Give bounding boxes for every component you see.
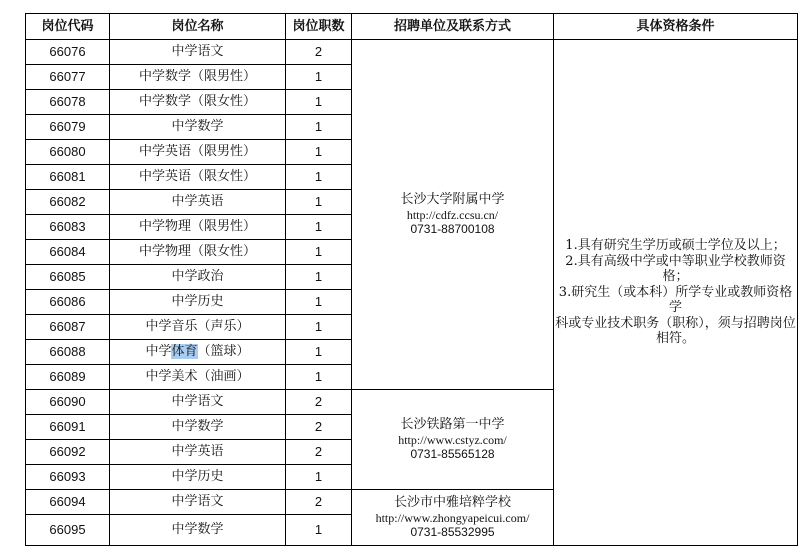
- name-part: 中学: [145, 344, 172, 360]
- cell-code: 66079: [26, 115, 110, 140]
- header-name: 岗位名称: [110, 14, 286, 40]
- cell-code: 66078: [26, 90, 110, 115]
- header-requirements: 具体资格条件: [554, 14, 798, 40]
- cell-count: 1: [286, 190, 352, 215]
- requirements-cell: [554, 40, 798, 546]
- unit-name: 长沙大学附属中学: [400, 192, 505, 208]
- cell-name: 中学数学: [110, 515, 286, 546]
- cell-count: 2: [286, 415, 352, 440]
- unit-cell-cstyz: [352, 390, 554, 490]
- cell-count: 1: [286, 290, 352, 315]
- job-table: [25, 13, 798, 546]
- cell-count: 1: [286, 115, 352, 140]
- cell-code: 66090: [26, 390, 110, 415]
- cell-count: 2: [286, 440, 352, 465]
- cell-count: 1: [286, 215, 352, 240]
- cell-name: 中学物理（限男性）: [110, 215, 286, 240]
- cell-count: 1: [286, 65, 352, 90]
- cell-name: 中学物理（限女性）: [110, 240, 286, 265]
- cell-code: 66095: [26, 515, 110, 546]
- cell-name: 中学历史: [110, 290, 286, 315]
- cell-name: 中学美术（油画）: [110, 365, 286, 390]
- cell-code: 66094: [26, 490, 110, 515]
- cell-name: 中学数学: [110, 415, 286, 440]
- unit-phone: 0731-88700108: [410, 222, 495, 237]
- requirement-line: 2.具有高级中学或中等职业学校教师资格；: [565, 253, 786, 285]
- cell-count: 1: [286, 315, 352, 340]
- name-part: （篮球）: [197, 344, 250, 360]
- cell-code: 66093: [26, 465, 110, 490]
- requirement-line: 1.具有研究生学历或硕士学位及以上；: [565, 237, 786, 253]
- cell-count: 2: [286, 490, 352, 515]
- cell-count: 1: [286, 165, 352, 190]
- cell-code: 66083: [26, 215, 110, 240]
- selected-text-highlight[interactable]: 体育: [171, 344, 198, 360]
- cell-count: 1: [286, 140, 352, 165]
- cell-code: 66082: [26, 190, 110, 215]
- cell-code: 66080: [26, 140, 110, 165]
- cell-name: 中学语文: [110, 490, 286, 515]
- cell-code: 66091: [26, 415, 110, 440]
- cell-code: 66081: [26, 165, 110, 190]
- cell-code: 66076: [26, 40, 110, 65]
- cell-count: 1: [286, 240, 352, 265]
- cell-code: 66084: [26, 240, 110, 265]
- cell-name: 中学数学（限女性）: [110, 90, 286, 115]
- cell-count: 1: [286, 365, 352, 390]
- cell-name: 中学英语: [110, 190, 286, 215]
- unit-name: 长沙铁路第一中学: [400, 417, 505, 433]
- unit-name: 长沙市中雅培粹学校: [393, 495, 511, 511]
- cell-count: 1: [286, 340, 352, 365]
- unit-cell-zhongyapeicui: [352, 490, 554, 546]
- cell-code: 66085: [26, 265, 110, 290]
- cell-count: 1: [286, 90, 352, 115]
- cell-name: [110, 340, 286, 365]
- cell-name: 中学语文: [110, 390, 286, 415]
- cell-name: 中学政治: [110, 265, 286, 290]
- cell-name: 中学英语（限女性）: [110, 165, 286, 190]
- cell-name: 中学数学: [110, 115, 286, 140]
- header-count: 岗位职数: [286, 14, 352, 40]
- unit-url: http://www.cstyz.com/: [398, 432, 507, 447]
- cell-name: 中学数学（限男性）: [110, 65, 286, 90]
- requirement-line: 科或专业技术职务（职称），须与招聘岗位: [555, 315, 796, 331]
- requirement-line: 相符。: [655, 331, 695, 347]
- unit-cell-cdfz: [352, 40, 554, 390]
- cell-code: 66086: [26, 290, 110, 315]
- cell-count: 2: [286, 40, 352, 65]
- cell-code: 66092: [26, 440, 110, 465]
- table-header-row: [26, 14, 798, 40]
- cell-name: 中学语文: [110, 40, 286, 65]
- unit-phone: 0731-85532995: [410, 525, 495, 540]
- cell-code: 66087: [26, 315, 110, 340]
- cell-count: 1: [286, 265, 352, 290]
- cell-count: 1: [286, 515, 352, 546]
- unit-phone: 0731-85565128: [410, 447, 495, 462]
- requirement-line: 3.研究生（或本科）所学专业或教师资格学: [558, 284, 793, 316]
- cell-name: 中学英语: [110, 440, 286, 465]
- table-row: [26, 40, 798, 65]
- cell-count: 2: [286, 390, 352, 415]
- cell-code: 66077: [26, 65, 110, 90]
- unit-url: http://cdfz.ccsu.cn/: [406, 207, 499, 222]
- cell-name: 中学历史: [110, 465, 286, 490]
- cell-code: 66088: [26, 340, 110, 365]
- cell-name: 中学英语（限男性）: [110, 140, 286, 165]
- cell-count: 1: [286, 465, 352, 490]
- cell-name: 中学音乐（声乐）: [110, 315, 286, 340]
- header-unit: 招聘单位及联系方式: [352, 14, 554, 40]
- unit-url: http://www.zhongyapeicui.com/: [375, 510, 530, 525]
- header-code: 岗位代码: [26, 14, 110, 40]
- cell-code: 66089: [26, 365, 110, 390]
